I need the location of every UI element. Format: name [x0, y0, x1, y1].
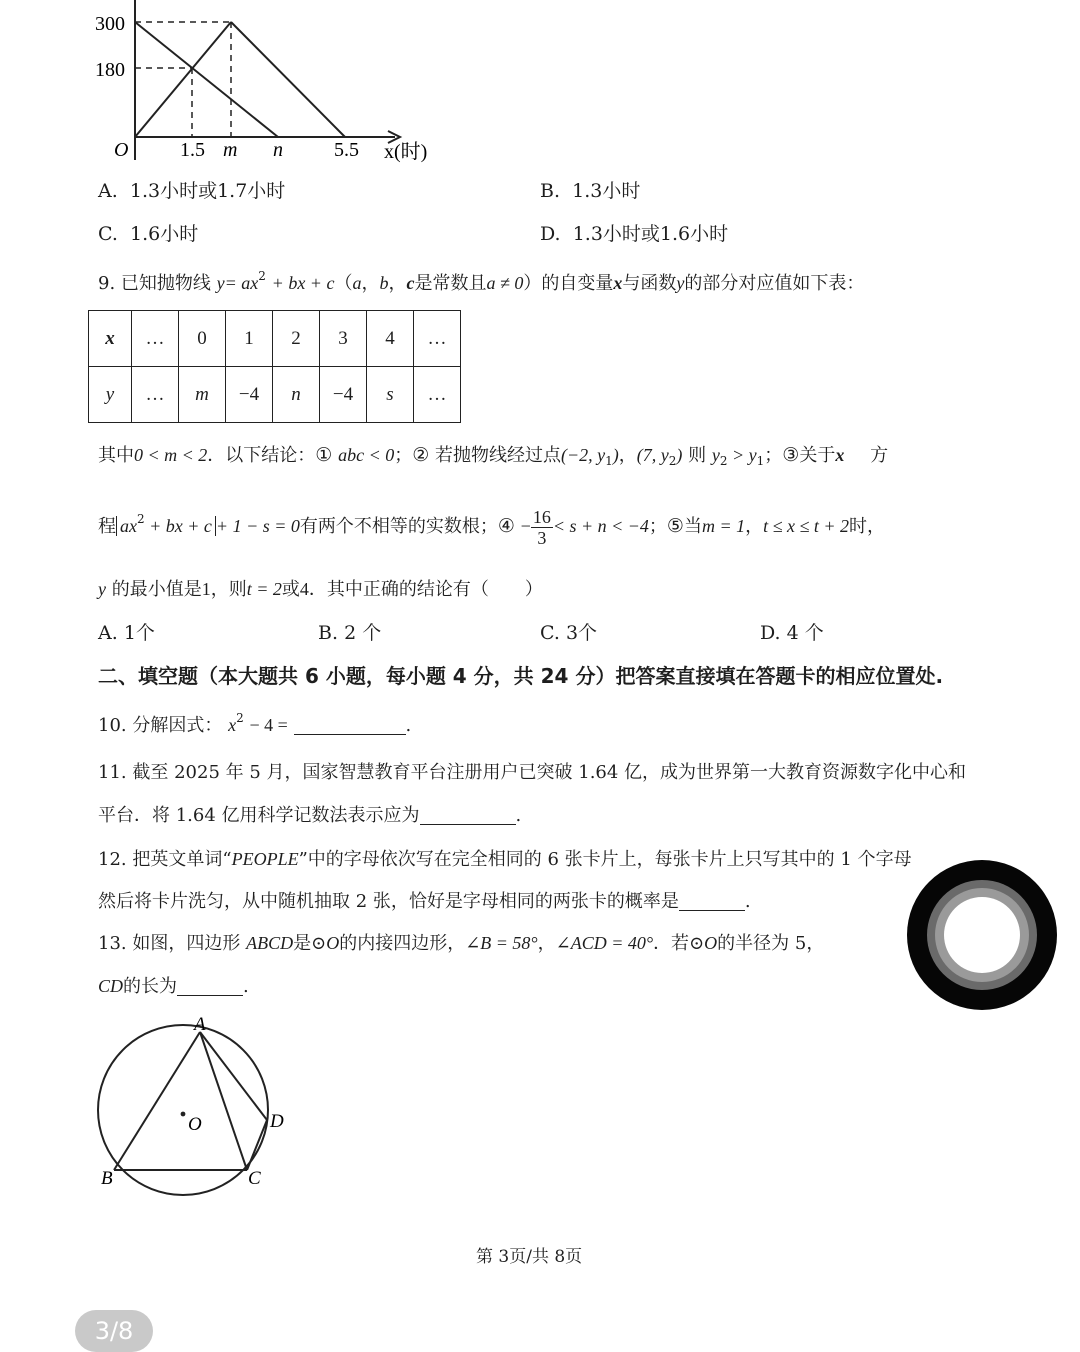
page-indicator-badge: 3/8 [75, 1310, 153, 1352]
center-dot [181, 1112, 186, 1117]
x-axis-label: x(时) [384, 141, 428, 163]
x-tick-n: n [273, 139, 283, 161]
q13-line2: CD的长为 . [98, 976, 249, 997]
label-a: A [194, 1014, 206, 1035]
table-cell: 2 [273, 311, 320, 367]
q9-conditions-line1: 其中0 < m < 2．以下结论：① abc < 0；② 若抛物线经过点(−2, $y_1$)，(7, $y_2$) 则 $y_2 > y_1$；③关于x 方 [98, 444, 889, 468]
q11-line2: 平台．将 1.64 亿用科学记数法表示应为 . [98, 805, 522, 826]
line-b [135, 22, 278, 137]
table-cell: 4 [367, 311, 414, 367]
q9-option-d: D. 4 个 [760, 622, 824, 644]
y-tick-300: 300 [95, 13, 125, 35]
q12-line2: 然后将卡片洗匀，从中随机抽取 2 张，恰好是字母相同的两张卡的概率是 . [98, 891, 751, 912]
table-cell: y [89, 367, 132, 423]
table-cell: 0 [179, 311, 226, 367]
table-row-y [89, 367, 461, 423]
q8-option-c: C. 1.6小时 [98, 223, 199, 245]
table-cell: −4 [320, 367, 367, 423]
q10: 10. 分解因式： $x^2 - 4$ = . [98, 711, 412, 736]
table-cell: … [414, 367, 461, 423]
table-cell: −4 [226, 367, 273, 423]
q12-answer-blank[interactable] [679, 892, 745, 911]
label-d: D [270, 1111, 284, 1132]
label-o: O [188, 1114, 202, 1135]
table-cell: x [89, 311, 132, 367]
floating-assistive-button[interactable] [907, 860, 1057, 1010]
line-a-return [231, 22, 345, 137]
segment-ab [114, 1032, 200, 1170]
x-tick-1-5: 1.5 [180, 139, 205, 161]
table-cell: … [132, 367, 179, 423]
q8-option-d: D. 1.3小时或1.6小时 [540, 223, 729, 245]
q13-line1: 13. 如图，四边形 ABCD是⊙O的内接四边形，∠B = 58°，∠ACD = 40°．若⊙O的半径为 5， [98, 933, 825, 954]
q11-answer-blank[interactable] [420, 806, 516, 825]
q9-option-c: C. 3个 [540, 622, 598, 644]
q9-option-a: A. 1个 [98, 622, 155, 644]
fraction-16-3: $\frac{16}{3}$ [532, 506, 551, 548]
section-2-heading: 二、填空题（本大题共 6 小题，每小题 4 分，共 24 分）把答案直接填在答题卡的相应位置处. [98, 664, 944, 688]
q12-line1: 12. 把英文单词“PEOPLE”中的字母依次写在完全相同的 6 张卡片上，每张卡片上只写其中的 1 个字母 [98, 849, 912, 870]
x-tick-5-5: 5.5 [334, 139, 359, 161]
q10-answer-blank[interactable] [294, 716, 406, 735]
q8-option-a: A. 1.3小时或1.7小时 [98, 180, 286, 202]
table-cell: s [367, 367, 414, 423]
circle-quadrilateral-figure [90, 1010, 300, 1200]
table-cell: n [273, 367, 320, 423]
q9-value-table [88, 310, 461, 423]
segment-cd [247, 1120, 267, 1170]
q13-answer-blank[interactable] [177, 977, 243, 996]
label-b: B [101, 1168, 113, 1189]
page-footer: 第 3页/共 8页 [476, 1247, 583, 1267]
table-cell: m [179, 367, 226, 423]
y-tick-180: 180 [95, 59, 125, 81]
line-a [135, 22, 231, 137]
q11-line1: 11. 截至 2025 年 5 月，国家智慧教育平台注册用户已突破 1.64 亿，成为世界第一大教育资源数字化中心和 [98, 762, 967, 783]
table-cell: 1 [226, 311, 273, 367]
q9-stem: 9. 已知抛物线 $y= ax^2$ + bx + c（a，b，c是常数且a ≠ 0）的自变量x与函数y的部分对应值如下表： [98, 269, 865, 294]
table-cell: 3 [320, 311, 367, 367]
label-c: C [248, 1168, 261, 1189]
q9-conditions-line3: y 的最小值是1，则t = 2或4．其中正确的结论有（ ） [98, 579, 543, 600]
table-row-x [89, 311, 461, 367]
origin-label: O [114, 139, 129, 161]
segment-ac [200, 1032, 247, 1170]
distance-time-graph [90, 0, 450, 170]
q9-conditions-line2: 程 $ax^2$ + bx + c + 1 − s = 0有两个不相等的实数根；④ − $\frac{16}{3}$ < s + n < −4；⑤当m = 1，t ≤ x ≤ t + 2时， [98, 506, 886, 548]
table-cell: … [132, 311, 179, 367]
q8-option-b: B. 1.3小时 [540, 180, 641, 202]
q9-option-b: B. 2 个 [318, 622, 382, 644]
table-cell: … [414, 311, 461, 367]
segment-ad [200, 1032, 267, 1120]
x-tick-m: m [223, 139, 238, 161]
